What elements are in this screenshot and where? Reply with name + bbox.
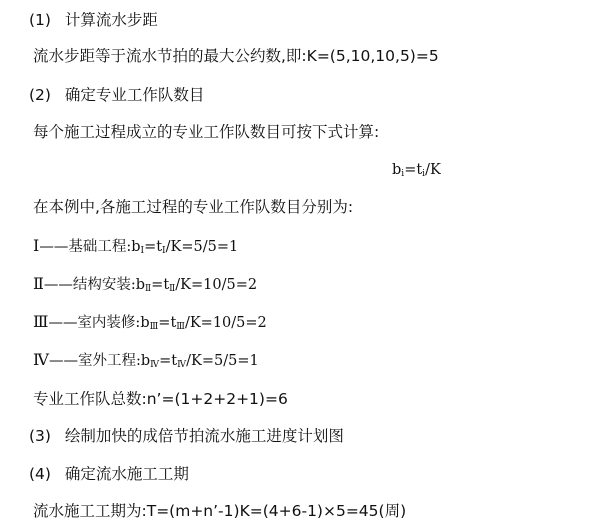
process-1-line bbox=[33, 236, 238, 257]
process-4-roman: Ⅳ bbox=[33, 350, 49, 369]
process-3-b-subscript: Ⅲ bbox=[149, 322, 159, 332]
process-2-line bbox=[33, 274, 257, 295]
step-rule-line: 流水步距等于流水节拍的最大公约数,即:K=(5,10,10,5)=5 bbox=[33, 47, 439, 65]
process-2-equals: =t bbox=[151, 277, 170, 293]
formula-b: b bbox=[392, 162, 402, 178]
process-2-calc: /K=10/5=2 bbox=[175, 277, 258, 293]
process-4-line bbox=[33, 350, 259, 371]
process-2-label: ——结构安装:b bbox=[43, 277, 146, 293]
process-4-t-subscript: Ⅳ bbox=[177, 360, 187, 370]
section-number-1: (1) bbox=[29, 11, 51, 29]
section-title-1: 计算流水步距 bbox=[64, 11, 158, 29]
section-title-4: 确定流水施工工期 bbox=[64, 465, 189, 483]
section-compute-step bbox=[29, 10, 158, 30]
process-4-calc: /K=5/5=1 bbox=[186, 353, 259, 369]
formula-b-subscript: i bbox=[401, 169, 405, 179]
process-1-equals: =t bbox=[144, 239, 163, 255]
process-1-t-subscript: Ⅰ bbox=[162, 246, 166, 256]
process-2-roman: Ⅱ bbox=[33, 274, 44, 293]
process-1-label: ——基础工程:b bbox=[39, 239, 141, 255]
formula-t: t bbox=[416, 162, 423, 178]
section-number-3: (3) bbox=[29, 427, 51, 445]
formula-equals: = bbox=[404, 162, 417, 178]
section-number-4: (4) bbox=[29, 465, 51, 483]
section-title-2: 确定专业工作队数目 bbox=[64, 86, 205, 104]
process-4-equals: =t bbox=[159, 353, 178, 369]
team-formula-intro: 每个施工过程成立的专业工作队数目可按下式计算: bbox=[33, 123, 380, 141]
team-formula bbox=[392, 160, 441, 180]
section-duration bbox=[29, 464, 189, 484]
process-3-t-subscript: Ⅲ bbox=[176, 322, 185, 332]
process-4-label: ——室外工程:b bbox=[48, 353, 151, 369]
formula-t-subscript: i bbox=[422, 169, 426, 179]
section-team-count bbox=[29, 85, 204, 105]
process-1-roman: Ⅰ bbox=[33, 236, 40, 255]
process-4-b-subscript: Ⅳ bbox=[150, 360, 160, 370]
process-3-calc: /K=10/5=2 bbox=[184, 315, 267, 331]
section-title-3: 绘制加快的成倍节拍流水施工进度计划图 bbox=[64, 427, 344, 445]
formula-k: /K bbox=[425, 162, 441, 178]
process-3-label: ——室内装修:b bbox=[48, 315, 150, 331]
process-1-b-subscript: Ⅰ bbox=[140, 246, 145, 256]
process-3-line bbox=[33, 312, 267, 333]
section-schedule bbox=[29, 426, 344, 446]
this-case-line: 在本例中,各施工过程的专业工作队数目分别为: bbox=[33, 198, 354, 216]
process-2-t-subscript: Ⅱ bbox=[169, 284, 176, 294]
total-teams-line: 专业工作队总数:n’=(1+2+2+1)=6 bbox=[33, 390, 288, 408]
section-number-2: (2) bbox=[29, 86, 51, 104]
process-1-calc: /K=5/5=1 bbox=[165, 239, 239, 255]
process-3-roman: Ⅲ bbox=[33, 312, 49, 331]
duration-formula-line: 流水施工工期为:T=(m+n’-1)K=(4+6-1)×5=45(周) bbox=[33, 502, 407, 520]
process-2-b-subscript: Ⅱ bbox=[145, 284, 152, 294]
process-3-equals: =t bbox=[158, 315, 177, 331]
